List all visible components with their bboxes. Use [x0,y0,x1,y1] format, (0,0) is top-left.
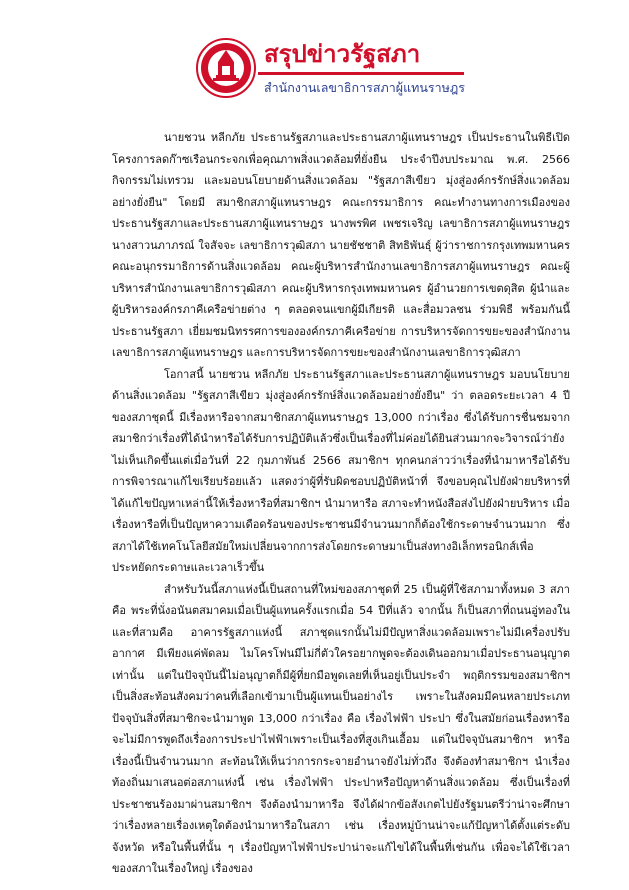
news-body [112,127,570,880]
title-divider [258,72,464,75]
paragraph: นายชวน หลีกภัย ประธานรัฐสภาและประธานสภาผู้แทนราษฎร เป็นประธานในพิธีเปิดโครงการลดก๊าซเรือนกระจกเพื่อคุณภาพสิ่งแวดล้อมที่ยั่งยืน ประจำปีงบประมาณ พ.ศ. 2566 กิจกรรมไม่เทรวม และมอบนโยบายด้านสิ่งแวดล้อม "รัฐสภาสีเขียว มุ่งสู่องค์กรรักษ์สิ่งแวดล้อมอย่างยั่งยืน" โดยมี สมาชิกสภาผู้แทนราษฎร คณะกรรมาธิการ คณะทำงานทางการเมืองของประธานรัฐสภาและประธานสภาผู้แทนราษฎร นางพรพิศ เพชรเจริญ เลขาธิการสภาผู้แทนราษฎร นางสาวนภาภรณ์ ใจสัจจะ เลขาธิการวุฒิสภา นายชัชชาติ สิทธิพันธุ์ ผู้ว่าราชการกรุงเทพมหานคร คณะอนุกรรมาธิการด้านสิ่งแวดล้อม คณะผู้บริหารสำนักงานเลขาธิการสภาผู้แทนราษฎร คณะผู้บริหารสำนักงานเลขาธิการวุฒิสภา คณะผู้บริหารกรุงเทพมหานคร ผู้อำนวยการเขตดุสิต ผู้นำและผู้บริหารองค์กรภาคีเครือข่ายต่าง ๆ ตลอดจนแขกผู้มีเกียรติ และสื่อมวลชน ร่วมพิธี พร้อมกันนี้ ประธานรัฐสภา เยี่ยมชมนิทรรศการขององค์กรภาคีเครือข่าย การบริหารจัดการขยะของสำนักงานเลขาธิการสภาผู้แทนราษฎร และการบริหารจัดการขยะของสำนักงานเลขาธิการวุฒิสภา [112,131,570,359]
document-header [0,0,629,120]
parliament-seal-icon [196,38,256,98]
paragraph: โอกาสนี้ นายชวน หลีกภัย ประธานรัฐสภาและประธานสภาผู้แทนราษฎร มอบนโยบายด้านสิ่งแวดล้อม "รัฐสภาสีเขียว มุ่งสู่องค์กรรักษ์สิ่งแวดล้อมอย่างยั่งยืน" ว่า ตลอดระยะเวลา 4 ปี ของสภาชุดนี้ มีเรื่องหารือจากสมาชิกสภาผู้แทนราษฎร 13,000 กว่าเรื่อง ซึ่งได้รับการชื่นชมจากสมาชิกว่าเรื่องที่ได้นำหารือได้รับการปฏิบัติแล้วซึ่งเป็นเรื่องที่ไม่ค่อยได้ยินส่วนมากจะวิจารณ์ว่ายังไม่เห็นเกิดขึ้นแต่เมื่อวันที่ 22 กุมภาพันธ์ 2566 สมาชิกฯ ทุกคนกล่าวว่าเรื่องที่นำมาหารือได้รับการพิจารณาแก้ไขเรียบร้อยแล้ว แสดงว่าผู้ที่รับผิดชอบปฏิบัติหน้าที่ จึงขอบคุณไปยังฝ่ายบริหารที่ได้แก้ไขปัญหาเหล่านี้ให้เรื่องหารือที่สมาชิกฯ นำมาหารือ สภาจะทำหนังสือส่งไปยังฝ่ายบริหาร เมื่อเรื่องหารือที่เป็นปัญหาความเดือดร้อนของประชาชนมีจำนวนมากก็ต้องใช้กระดาษจำนวนมาก ซึ่งสภาได้ใช้เทคโนโลยีสมัยใหม่เปลี่ยนจากการส่งโดยกระดาษมาเป็นส่งทางอิเล็กทรอนิกส์เพื่อประหยัดกระดาษและเวลาเร็วขึ้น [112,367,570,574]
page-title: สรุปข่าวรัฐสภา [264,40,421,68]
paragraph: สำหรับวันนี้สภาแห่งนี้เป็นสถานที่ใหม่ของสภาชุดที่ 25 เป็นผู้ที่ใช้สภามาทั้งหมด 3 สภา คือ พระที่นั่งอนันตสมาคมเมื่อเป็นผู้แทนครั้งแรกเมื่อ 54 ปีที่แล้ว จากนั้น ก็เป็นสภาที่ถนนอู่ทองใน และที่สามคือ อาคารรัฐสภาแห่งนี้ สภาชุดแรกนั้นไม่มีปัญหาสิ่งแวดล้อมเพราะไม่มีเครื่องปรับอากาศ มีเพียงแค่พัดลม ไมโครโฟนมีไม่กี่ตัวใครอยากพูดจะต้องเดินออกมาเมื่อประธานอนุญาตเท่านั้น แต่ในปัจจุบันนี้ไม่อนุญาตก็มีผู้ที่ยกมือพูดเลยที่เห็นอยู่เป็นประจำ พฤติกรรมของสมาชิกฯ เป็นสิ่งสะท้อนสังคมว่าคนที่เลือกเข้ามาเป็นผู้แทนเป็นอย่างไร เพราะในสังคมมีคนหลายประเภท ปัจจุบันสิ่งที่สมาชิกจะนำมาพูด 13,000 กว่าเรื่อง คือ เรื่องไฟฟ้า ประปา ซึ่งในสมัยก่อนเรื่องหารือจะไม่มีการพูดถึงเรื่องการประปาไฟฟ้าเพราะเป็นเรื่องที่สูงเกินเอื้อม แต่ในปัจจุบันสมาชิกฯ หารือเรื่องนี้เป็นจำนวนมาก สะท้อนให้เห็นว่าการกระจายอำนาจยังไม่ทั่วถึง จึงต้องทำสมาชิกฯ นำเรื่องท้องถิ่นมาเสนอต่อสภาแห่งนี้ เช่น เรื่องไฟฟ้า ประปาหรือปัญหาด้านสิ่งแวดล้อม ซึ่งเป็นเรื่องที่ประชาชนร้องมาผ่านสมาชิกฯ จึงต้องนำมาหารือ จึงได้ฝากข้อสังเกตไปยังรัฐมนตรีว่าน่าจะศึกษาว่าเรื่องหลายเรื่องเหตุใดต้องนำมาหารือในสภา เช่น เรื่องหมู่บ้านน่าจะแก้ปัญหาได้ตั้งแต่ระดับจังหวัด หรือในพื้นที่นั้น ๆ เรื่องปัญหาไฟฟ้าประปาน่าจะแก้ไขได้ในพื้นที่เช่นกัน เพื่อจะได้ใช้เวลาของสภาในเรื่องใหญ่ เรื่องของ [112,582,570,875]
page-subtitle: สำนักงานเลขาธิการสภาผู้แทนราษฎร [264,80,465,95]
